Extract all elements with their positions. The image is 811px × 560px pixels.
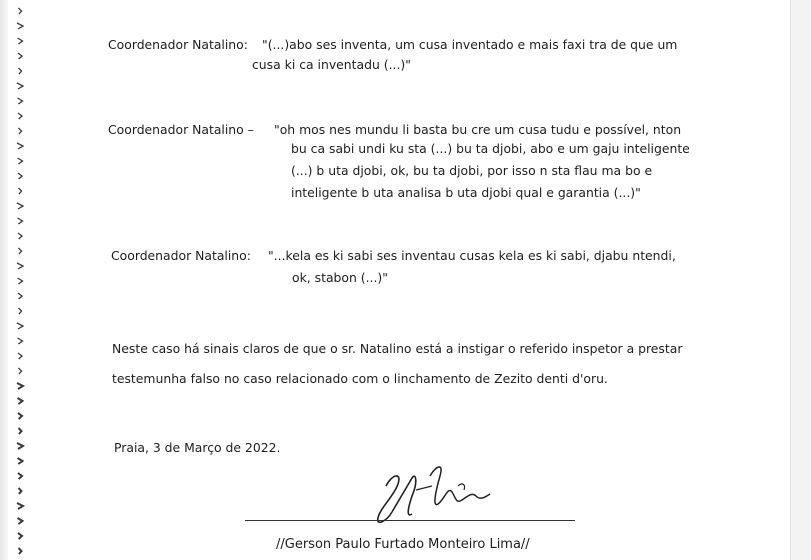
binding-mark bbox=[18, 98, 23, 104]
binding-mark bbox=[17, 323, 23, 329]
binding-mark bbox=[18, 218, 23, 224]
quote-line: ok, stabon (...)" bbox=[292, 270, 388, 285]
quote-line: "...kela es ki sabi ses inventau cusas kela es ki sabi, djabu ntendi, bbox=[268, 248, 676, 263]
signature-line bbox=[245, 520, 575, 521]
binding-mark bbox=[17, 503, 23, 509]
binding-mark bbox=[18, 113, 22, 119]
binding-mark bbox=[18, 293, 22, 299]
scan-right-edge bbox=[790, 0, 811, 560]
binding-mark bbox=[19, 548, 22, 554]
speaker-label: Coordenador Natalino – bbox=[108, 122, 254, 137]
binding-mark bbox=[19, 428, 22, 434]
binding-marks bbox=[14, 0, 28, 560]
binding-mark bbox=[18, 53, 22, 59]
scan-left-edge bbox=[0, 0, 8, 560]
place-date: Praia, 3 de Março de 2022. bbox=[114, 440, 281, 455]
binding-mark bbox=[18, 458, 23, 464]
conclusion-line: testemunha falso no caso relacionado com o linchamento de Zezito denti d'oru. bbox=[112, 371, 608, 386]
quote-line: inteligente b uta analisa b uta djobi qual e garantia (...)" bbox=[291, 185, 641, 200]
binding-mark bbox=[18, 518, 23, 524]
quote-line: bu ca sabi undi ku sta (...) bu ta djobi, abo e um gaju inteligente bbox=[291, 141, 690, 156]
binding-mark bbox=[19, 308, 22, 314]
binding-mark bbox=[18, 233, 22, 239]
binding-mark bbox=[17, 383, 23, 389]
binding-mark bbox=[17, 83, 23, 89]
binding-mark bbox=[18, 353, 22, 359]
binding-mark bbox=[18, 173, 22, 179]
binding-mark bbox=[17, 23, 23, 29]
binding-mark bbox=[18, 473, 22, 479]
binding-mark bbox=[19, 368, 22, 374]
speaker-label: Coordenador Natalino: bbox=[108, 37, 248, 52]
quote-line: "(...)abo ses inventa, um cusa inventado e mais faxi tra de que um bbox=[262, 37, 678, 52]
binding-mark bbox=[17, 263, 23, 269]
binding-mark bbox=[17, 143, 23, 149]
signatory-name: //Gerson Paulo Furtado Monteiro Lima// bbox=[276, 537, 530, 552]
speaker-label: Coordenador Natalino: bbox=[111, 248, 251, 263]
binding-mark bbox=[18, 338, 23, 344]
binding-mark bbox=[19, 488, 22, 494]
handwritten-signature bbox=[372, 456, 502, 536]
quote-line: cusa ki ca inventadu (...)" bbox=[252, 57, 411, 72]
binding-mark bbox=[18, 398, 23, 404]
binding-mark bbox=[19, 68, 22, 74]
binding-mark bbox=[18, 158, 23, 164]
binding-mark bbox=[17, 443, 23, 449]
binding-mark bbox=[19, 248, 22, 254]
quote-line: "oh mos nes mundu li basta bu cre um cusa tudu e possível, nton bbox=[274, 122, 682, 137]
quote-line: (...) b uta djobi, ok, bu ta djobi, por isso n sta flau ma bo e bbox=[291, 163, 653, 178]
binding-mark bbox=[17, 203, 23, 209]
binding-mark bbox=[18, 278, 23, 284]
binding-mark bbox=[19, 128, 22, 134]
binding-mark bbox=[18, 38, 23, 44]
binding-mark bbox=[19, 8, 22, 14]
conclusion-line: Neste caso há sinais claros de que o sr. Natalino está a instigar o referido inspetor a prestar bbox=[112, 341, 683, 356]
binding-mark bbox=[18, 533, 22, 539]
binding-mark bbox=[19, 188, 22, 194]
binding-mark bbox=[18, 413, 22, 419]
